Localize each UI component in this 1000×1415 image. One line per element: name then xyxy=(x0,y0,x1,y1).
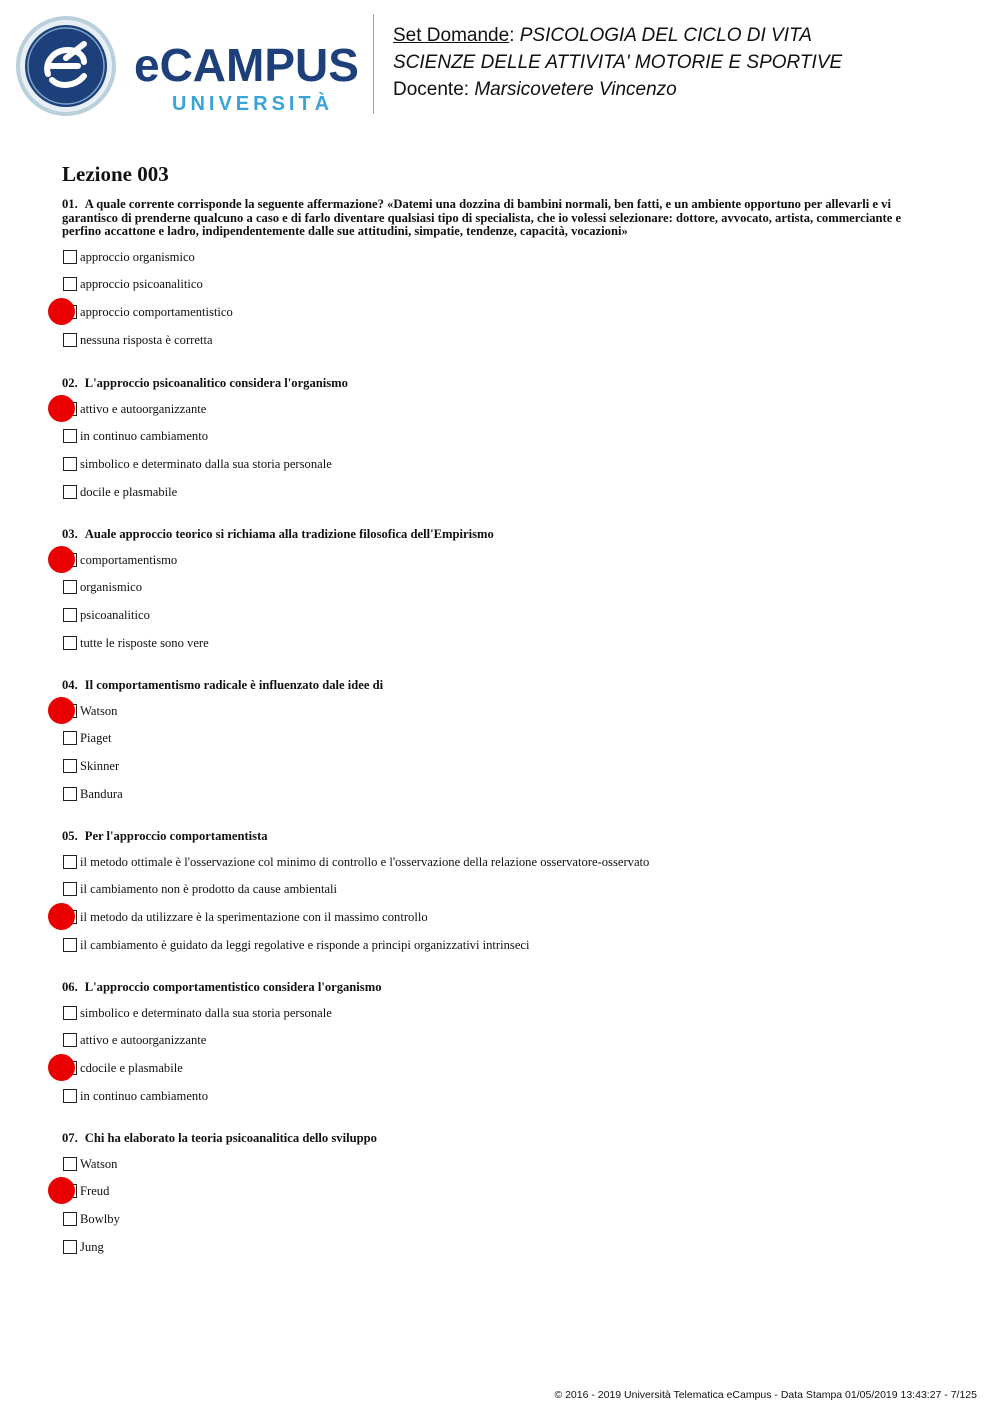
answer-label: simbolico e determinato dalla sua storia personale xyxy=(80,456,332,471)
answer-list xyxy=(62,250,922,361)
answer-label: Piaget xyxy=(80,731,112,746)
program-title: SCIENZE DELLE ATTIVITA' MOTORIE E SPORTIVE xyxy=(393,52,843,73)
answer-label: Jung xyxy=(80,1239,104,1254)
answer-label: il cambiamento non è prodotto da cause ambientali xyxy=(80,882,338,897)
answer-label: attivo e autoorganizzante xyxy=(80,401,207,416)
answer-option[interactable] xyxy=(62,277,922,305)
answer-checkbox[interactable] xyxy=(63,1157,77,1171)
question-text xyxy=(62,1132,922,1146)
answer-option[interactable] xyxy=(62,1089,922,1117)
answer-option[interactable] xyxy=(62,333,922,361)
answer-option[interactable] xyxy=(62,855,922,883)
question-number: 05. xyxy=(62,829,78,843)
answer-checkbox[interactable] xyxy=(63,457,77,471)
answer-checkbox[interactable] xyxy=(63,580,77,594)
answer-label: nessuna risposta è corretta xyxy=(80,332,213,347)
answer-label: Bowlby xyxy=(80,1211,120,1226)
answer-label: tutte le risposte sono vere xyxy=(80,635,209,650)
answer-label: cdocile e plasmabile xyxy=(80,1060,183,1075)
answer-option[interactable] xyxy=(62,1184,922,1212)
set-info xyxy=(393,22,842,103)
brand-name: eCAMPUS xyxy=(134,39,359,91)
correct-answer-dot-icon xyxy=(48,1177,75,1204)
answer-checkbox[interactable] xyxy=(63,855,77,869)
answer-option[interactable] xyxy=(62,1006,922,1034)
answer-label: Watson xyxy=(80,703,118,718)
question-block xyxy=(62,830,922,965)
answer-label: il metodo da utilizzare è la sperimentazione con il massimo controllo xyxy=(80,909,428,924)
answer-option[interactable] xyxy=(62,1061,922,1089)
answer-option[interactable] xyxy=(62,882,922,910)
answer-option[interactable] xyxy=(62,402,922,430)
question-number: 06. xyxy=(62,980,78,994)
question-statement: L'approccio comportamentistico considera l'organismo xyxy=(84,980,382,994)
answer-option[interactable] xyxy=(62,1033,922,1061)
answer-option[interactable] xyxy=(62,250,922,278)
answer-label: in continuo cambiamento xyxy=(80,1088,209,1103)
answer-checkbox[interactable] xyxy=(63,1212,77,1226)
answer-checkbox[interactable] xyxy=(63,333,77,347)
teacher-name: Marsicovetere Vincenzo xyxy=(474,79,677,100)
answer-option[interactable] xyxy=(62,608,922,636)
answer-option[interactable] xyxy=(62,485,922,513)
answer-option[interactable] xyxy=(62,759,922,787)
answer-checkbox[interactable] xyxy=(63,759,77,773)
question-block xyxy=(62,1132,922,1267)
question-text xyxy=(62,528,922,542)
answer-checkbox[interactable] xyxy=(63,731,77,745)
answer-label: approccio psicoanalitico xyxy=(80,277,203,292)
answer-label: Freud xyxy=(80,1184,110,1199)
answer-label: in continuo cambiamento xyxy=(80,429,209,444)
question-text xyxy=(62,981,922,995)
correct-answer-dot-icon xyxy=(48,1054,75,1081)
answer-option[interactable] xyxy=(62,938,922,966)
answer-option[interactable] xyxy=(62,1212,922,1240)
answer-checkbox[interactable] xyxy=(63,429,77,443)
answer-label: il metodo ottimale è l'osservazione col minimo di controllo e l'osservazione della relazione osservatore-osservato xyxy=(80,854,650,869)
set-course-line xyxy=(393,22,842,49)
correct-answer-dot-icon xyxy=(48,903,75,930)
correct-answer-dot-icon xyxy=(48,298,75,325)
question-statement: L'approccio psicoanalitico considera l'organismo xyxy=(84,376,348,390)
answer-label: Bandura xyxy=(80,786,123,801)
answer-label: Skinner xyxy=(80,758,120,773)
answer-label: docile e plasmabile xyxy=(80,484,178,499)
answer-label: approccio organismico xyxy=(80,249,195,264)
answer-option[interactable] xyxy=(62,553,922,581)
answer-checkbox[interactable] xyxy=(63,1006,77,1020)
answer-list xyxy=(62,553,922,664)
question-block xyxy=(62,981,922,1116)
answer-checkbox[interactable] xyxy=(63,938,77,952)
answer-list xyxy=(62,1157,922,1268)
answer-option[interactable] xyxy=(62,1240,922,1268)
answer-option[interactable] xyxy=(62,910,922,938)
set-label: Set Domande xyxy=(393,25,510,46)
answer-checkbox[interactable] xyxy=(63,485,77,499)
correct-answer-dot-icon xyxy=(48,546,75,573)
answer-list xyxy=(62,402,922,513)
header-divider xyxy=(373,14,374,114)
question-block xyxy=(62,528,922,663)
answer-checkbox[interactable] xyxy=(63,1033,77,1047)
question-number: 01. xyxy=(62,197,78,211)
answer-list xyxy=(62,1006,922,1117)
lesson-title: Lezione 003 xyxy=(62,162,169,186)
question-text xyxy=(62,830,922,844)
page-header xyxy=(0,0,1000,140)
answer-option[interactable] xyxy=(62,787,922,815)
question-text xyxy=(62,377,922,391)
program-line xyxy=(393,49,842,76)
correct-answer-dot-icon xyxy=(48,395,75,422)
teacher-label: Docente: xyxy=(393,79,470,100)
question-statement: Auale approccio teorico si richiama alla tradizione filosofica dell'Empirismo xyxy=(84,527,494,541)
question-block xyxy=(62,679,922,814)
answer-label: comportamentismo xyxy=(80,552,178,567)
set-separator: : xyxy=(509,25,515,46)
answer-option[interactable] xyxy=(62,305,922,333)
answer-checkbox[interactable] xyxy=(63,787,77,801)
question-statement: Il comportamentismo radicale è influenzato dale idee di xyxy=(84,678,384,692)
answer-option[interactable] xyxy=(62,429,922,457)
answer-label: attivo e autoorganizzante xyxy=(80,1033,207,1048)
answer-option[interactable] xyxy=(62,1157,922,1185)
teacher-line xyxy=(393,76,842,103)
correct-answer-dot-icon xyxy=(48,697,75,724)
question-block xyxy=(62,198,922,360)
question-text xyxy=(62,679,922,693)
answer-option[interactable] xyxy=(62,580,922,608)
question-number: 02. xyxy=(62,376,78,390)
answer-label: Watson xyxy=(80,1156,118,1171)
answer-checkbox[interactable] xyxy=(63,608,77,622)
answer-label: approccio comportamentistico xyxy=(80,304,233,319)
answer-list xyxy=(62,855,922,966)
answer-option[interactable] xyxy=(62,704,922,732)
answer-option[interactable] xyxy=(62,636,922,664)
question-number: 03. xyxy=(62,527,78,541)
answer-label: il cambiamento è guidato da leggi regolative e risponde a principi organizzativi intrinseci xyxy=(80,937,530,952)
question-text xyxy=(62,198,922,239)
page-footer: © 2016 - 2019 Università Telematica eCampus - Data Stampa 01/05/2019 13:43:27 - 7/125 xyxy=(554,1389,977,1401)
answer-checkbox[interactable] xyxy=(63,1089,77,1103)
answer-checkbox[interactable] xyxy=(63,636,77,650)
question-block xyxy=(62,377,922,512)
question-statement: Chi ha elaborato la teoria psicoanalitica dello sviluppo xyxy=(84,1131,377,1145)
brand-subtitle: UNIVERSITÀ xyxy=(172,93,334,115)
answer-checkbox[interactable] xyxy=(63,1240,77,1254)
answer-option[interactable] xyxy=(62,731,922,759)
answer-list xyxy=(62,704,922,815)
answer-option[interactable] xyxy=(62,457,922,485)
answer-checkbox[interactable] xyxy=(63,250,77,264)
answer-label: psicoanalitico xyxy=(80,607,150,622)
question-number: 04. xyxy=(62,678,78,692)
course-title: PSICOLOGIA DEL CICLO DI VITA xyxy=(519,25,812,46)
answer-checkbox[interactable] xyxy=(63,277,77,291)
ecampus-logo xyxy=(14,14,364,118)
answer-label: organismico xyxy=(80,580,143,595)
answer-label: simbolico e determinato dalla sua storia personale xyxy=(80,1005,332,1020)
answer-checkbox[interactable] xyxy=(63,882,77,896)
question-statement: A quale corrente corrisponde la seguente affermazione? «Datemi una dozzina di bambini normali, ben fatti, e un ambiente opportuno per allevarli e vi garantisco di prenderne qualcuno a caso e di farlo diventare qualsiasi tipo di specialista, che io volessi selezionare: dottore, avvocato, artista, commerciante e perfino accattone e ladro, indipendentemente dalle sue attitudini, simpatie, tendenze, capacità, vocazioni» xyxy=(62,197,902,238)
ecampus-emblem-icon xyxy=(14,14,118,118)
question-statement: Per l'approccio comportamentista xyxy=(84,829,268,843)
question-number: 07. xyxy=(62,1131,78,1145)
